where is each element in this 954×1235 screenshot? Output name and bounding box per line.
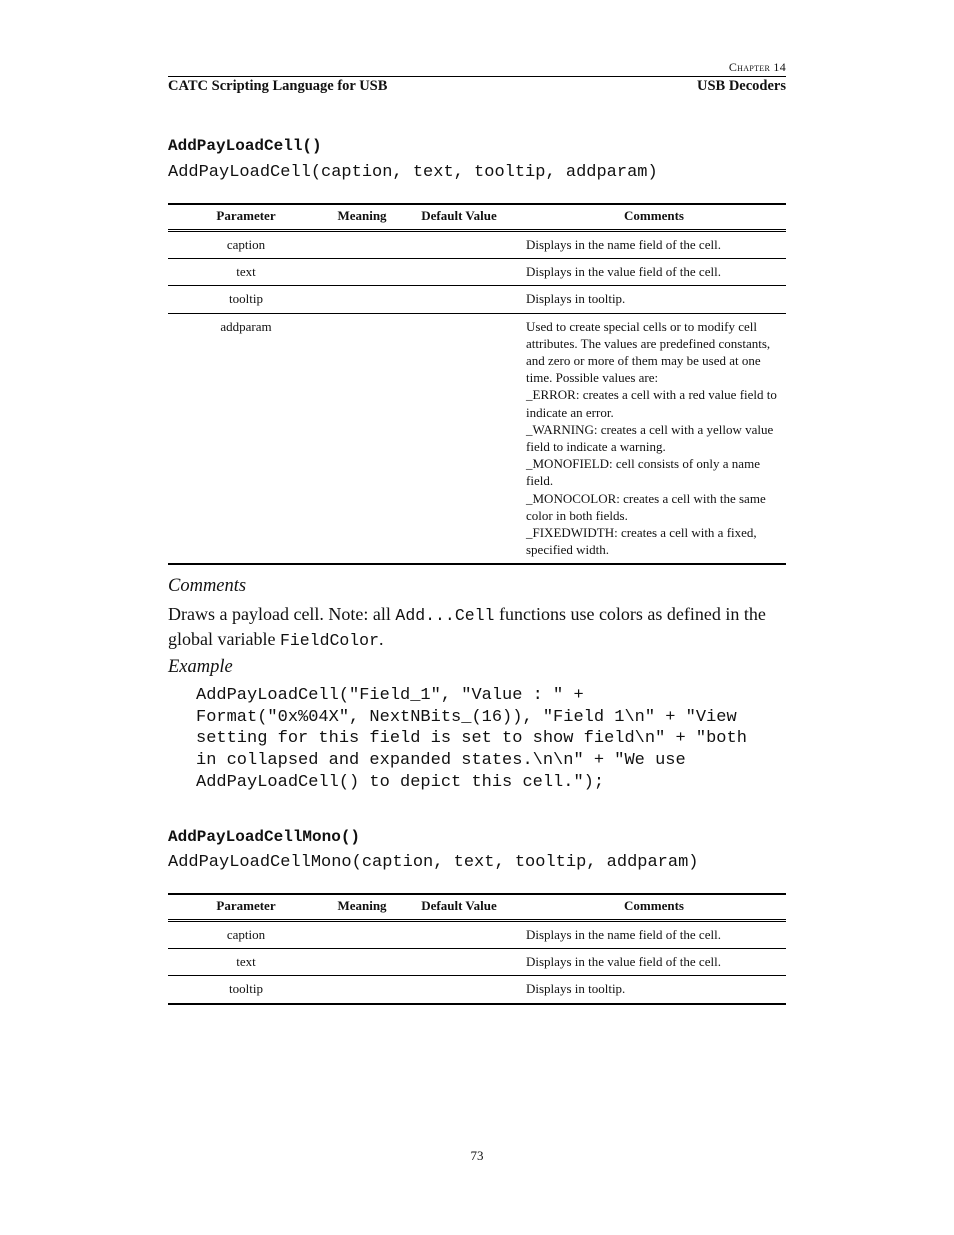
cell-default-value xyxy=(400,976,518,1004)
column-header-default-value: Default Value xyxy=(400,894,518,921)
cell-parameter: tooltip xyxy=(168,976,324,1004)
cell-meaning xyxy=(324,921,400,949)
table-row xyxy=(168,259,786,286)
cell-comments xyxy=(518,949,786,976)
column-header-comments: Comments xyxy=(518,894,786,921)
example-code-block xyxy=(196,685,796,794)
comment-line: attributes. The values are predefined constants, xyxy=(526,335,771,351)
comment-line: field to indicate a warning. xyxy=(526,439,666,455)
cell-parameter: text xyxy=(168,949,324,976)
comment-line: Displays in the name field of the cell. xyxy=(526,237,721,252)
comment-line: Displays in tooltip. xyxy=(526,291,626,307)
cell-default-value xyxy=(400,231,518,259)
cell-parameter: text xyxy=(168,259,324,286)
table-header-row xyxy=(168,204,786,231)
inline-code-add-cell: Add...Cell xyxy=(395,606,495,625)
cell-comments xyxy=(518,259,786,286)
cell-meaning xyxy=(324,976,400,1004)
comments-label: Comments xyxy=(168,576,247,596)
column-header-parameter: Parameter xyxy=(168,894,324,921)
code-line: Format("0x%04X", NextNBits_(16)), "Field 1\n" + "View xyxy=(196,707,737,727)
comment-line: and zero or more of them may be used at one xyxy=(526,353,761,369)
table-row xyxy=(168,976,786,1004)
chapter-label: Chapter 14 xyxy=(728,60,786,74)
cell-parameter: addparam xyxy=(168,313,324,564)
code-line: AddPayLoadCell() to depict this cell."); xyxy=(196,772,605,792)
cell-comments xyxy=(518,231,786,259)
code-line: setting for this field is set to show field\n" + "both xyxy=(196,729,747,749)
comments-paragraph xyxy=(168,603,786,652)
comment-line: _MONOFIELD: cell consists of only a name xyxy=(526,456,760,472)
comment-line: color in both fields. xyxy=(526,507,628,523)
table-row xyxy=(168,949,786,976)
table-row xyxy=(168,921,786,949)
comment-line: _WARNING: creates a cell with a yellow value xyxy=(526,421,774,437)
table-row xyxy=(168,286,786,313)
page-number: 73 xyxy=(470,1148,484,1163)
code-line: AddPayLoadCell("Field_1", "Value : " + xyxy=(196,686,584,705)
comment-line: Used to create special cells or to modify cell xyxy=(526,318,758,334)
cell-comments xyxy=(518,921,786,949)
parameter-table-addpayloadcellmono xyxy=(168,893,786,1005)
cell-comments xyxy=(518,286,786,313)
comment-line: _FIXEDWIDTH: creates a cell with a fixed, xyxy=(526,525,757,541)
header-left-title: CATC Scripting Language for USB xyxy=(168,78,388,94)
table-row xyxy=(168,313,786,564)
cell-default-value xyxy=(400,259,518,286)
function-title-addpayloadcell: AddPayLoadCell() xyxy=(168,137,322,155)
cell-meaning xyxy=(324,231,400,259)
comment-line: Displays in the value field of the cell. xyxy=(526,264,721,280)
cell-parameter: caption xyxy=(226,237,266,252)
cell-default-value xyxy=(400,313,518,564)
cell-meaning xyxy=(324,259,400,286)
table-header-row xyxy=(168,894,786,921)
cell-default-value xyxy=(400,949,518,976)
comment-line: Displays in tooltip. xyxy=(526,981,626,997)
cell-meaning xyxy=(324,286,400,313)
cell-meaning xyxy=(324,949,400,976)
comment-line: Displays in the value field of the cell. xyxy=(526,954,721,970)
column-header-comments: Comments xyxy=(518,204,786,231)
comment-line: Displays in the name field of the cell. xyxy=(526,927,721,942)
example-label: Example xyxy=(168,657,233,677)
function-title-addpayloadcellmono: AddPayLoadCellMono() xyxy=(168,828,361,846)
code-line: in collapsed and expanded states.\n\n" + "We use xyxy=(196,751,686,771)
column-header-default-value: Default Value xyxy=(400,204,518,231)
comments-text-part1: Draws a payload cell. Note: all xyxy=(168,604,396,624)
table-row xyxy=(168,231,786,259)
comments-text-part3: . xyxy=(379,628,384,649)
inline-code-fieldcolor: FieldColor xyxy=(279,630,379,650)
comment-line: specified width. xyxy=(526,542,610,558)
cell-default-value xyxy=(400,921,518,949)
function-signature-addpayloadcell: AddPayLoadCell(caption, text, tooltip, addparam) xyxy=(168,163,658,182)
comments-text-part2: functions use colors as defined in the global variable xyxy=(168,604,766,649)
comment-line: _ERROR: creates a cell with a red value field to xyxy=(526,387,777,403)
cell-comments xyxy=(518,976,786,1004)
comment-line: indicate an error. xyxy=(526,404,614,420)
function-signature-addpayloadcellmono: AddPayLoadCellMono(caption, text, tooltip, addparam) xyxy=(168,853,699,872)
cell-parameter: caption xyxy=(226,927,266,942)
comment-line: time. Possible values are: xyxy=(526,370,659,386)
comment-line: field. xyxy=(526,473,554,489)
cell-parameter: tooltip xyxy=(168,286,324,313)
column-header-meaning: Meaning xyxy=(324,204,400,231)
cell-default-value xyxy=(400,286,518,313)
running-header xyxy=(168,76,786,95)
header-right-title: USB Decoders xyxy=(696,78,786,94)
comment-line: _MONOCOLOR: creates a cell with the same xyxy=(526,490,766,506)
cell-comments xyxy=(518,313,786,564)
cell-meaning xyxy=(324,313,400,564)
column-header-meaning: Meaning xyxy=(324,894,400,921)
column-header-parameter: Parameter xyxy=(168,204,324,231)
parameter-table-addpayloadcell xyxy=(168,203,786,565)
